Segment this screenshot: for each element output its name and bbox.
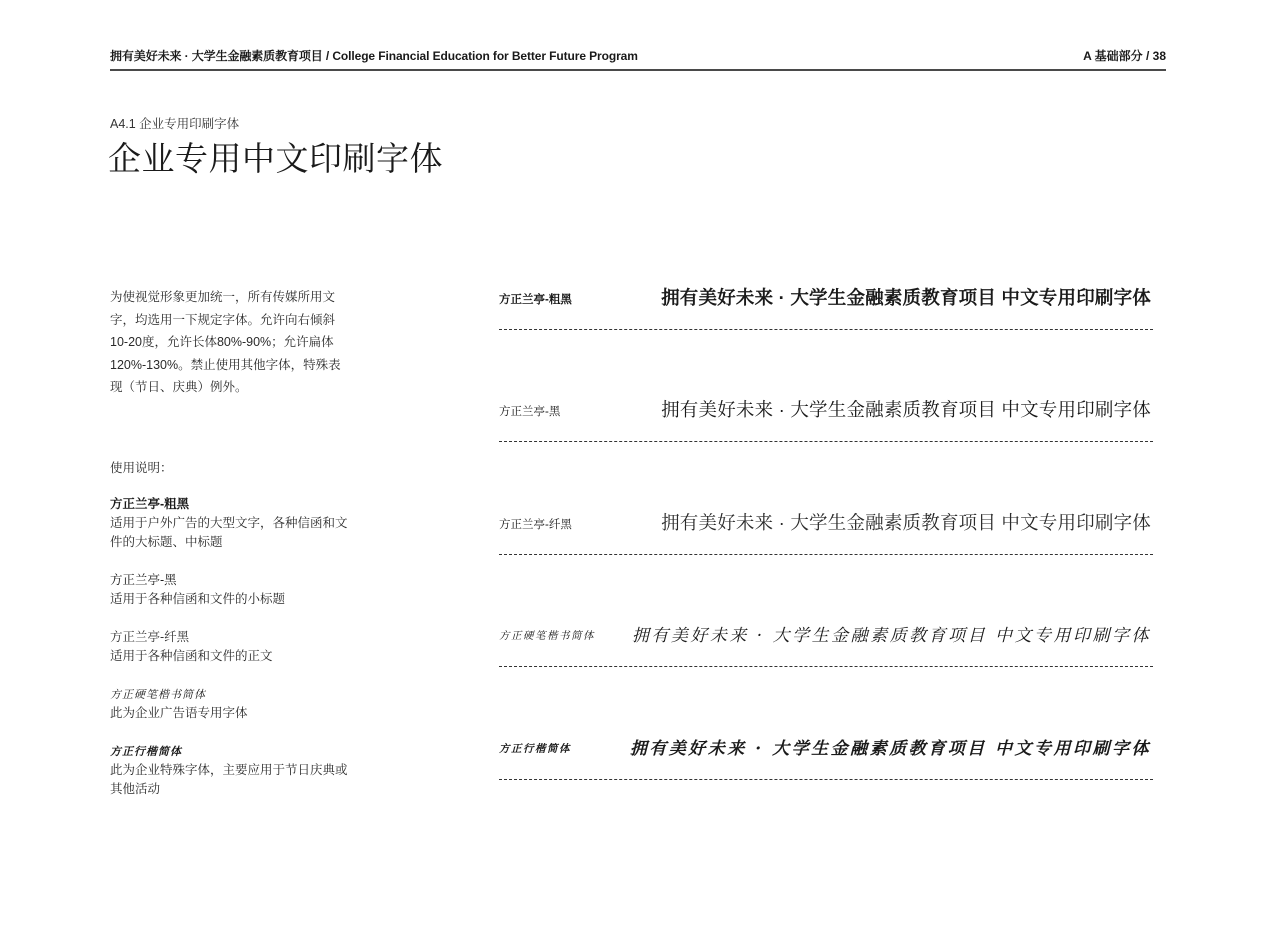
sample-font-label: 方正硬笔楷书简体 xyxy=(499,630,595,643)
usage-font-desc: 此为企业广告语专用字体 xyxy=(110,706,248,720)
sample-text: 拥有美好未来 · 大学生金融素质教育项目 中文专用印刷字体 xyxy=(661,511,1151,533)
sample-row-light xyxy=(499,442,1153,554)
sample-row-content xyxy=(499,723,1153,780)
usage-font-name: 方正兰亭-纤黑 xyxy=(110,630,190,644)
sample-font-label: 方正兰亭-纤黑 xyxy=(499,518,572,531)
sample-text: 拥有美好未来 · 大学生金融素质教育项目 中文专用印刷字体 xyxy=(661,399,1151,421)
intro-paragraph xyxy=(110,286,345,399)
sample-row-content xyxy=(499,273,1153,330)
sample-text: 拥有美好未来 · 大学生金融素质教育项目 中文专用印刷字体 xyxy=(631,626,1151,647)
usage-font-name: 方正行楷简体 xyxy=(110,745,182,758)
sample-row-content xyxy=(499,610,1153,667)
usage-font-name: 方正兰亭-黑 xyxy=(110,573,177,587)
usage-font-desc: 适用于各种信函和文件的小标题 xyxy=(110,592,286,606)
page-title: 企业专用中文印刷字体 xyxy=(108,140,443,177)
font-samples xyxy=(499,274,1153,780)
usage-item-regular xyxy=(110,571,350,609)
usage-font-desc: 适用于各种信函和文件的正文 xyxy=(110,649,273,663)
header-page-number: A 基础部分 / 38 xyxy=(1083,49,1166,63)
sample-text: 拥有美好未来 · 大学生金融素质教育项目 中文专用印刷字体 xyxy=(661,287,1151,308)
sample-font-label: 方正兰亭-黑 xyxy=(499,406,561,419)
usage-item-xingkai xyxy=(110,742,350,799)
sample-row-xingkai xyxy=(499,667,1153,779)
usage-item-light xyxy=(110,628,350,666)
sample-row-regular xyxy=(499,330,1153,442)
usage-font-name: 方正兰亭-粗黑 xyxy=(110,497,190,511)
page-header xyxy=(110,47,1166,71)
usage-heading: 使用说明： xyxy=(110,461,173,475)
sample-text: 拥有美好未来 · 大学生金融素质教育项目 中文专用印刷字体 xyxy=(629,738,1151,759)
sample-row-kaishu xyxy=(499,555,1153,667)
usage-font-desc: 此为企业特殊字体，主要应用于节日庆典或其他活动 xyxy=(110,763,348,796)
sample-row-content xyxy=(499,498,1153,555)
usage-list xyxy=(110,495,350,818)
usage-font-desc: 适用于户外广告的大型文字，各种信函和文件的大标题、中标题 xyxy=(110,516,348,549)
sample-row-content xyxy=(499,385,1153,442)
usage-font-name: 方正硬笔楷书简体 xyxy=(110,688,206,701)
section-code: A4.1 企业专用印刷字体 xyxy=(110,117,240,131)
usage-item-heavy xyxy=(110,495,350,552)
sample-font-label: 方正兰亭-粗黑 xyxy=(499,294,572,306)
intro-text: 为使视觉形象更加统一，所有传媒所用文字，均选用一下规定字体。允许向右倾斜10-20度，允许长体80%-90%；允许扁体120%-130%。禁止使用其他字体，特殊表现（节日、庆典）例外。 xyxy=(110,290,341,394)
header-project-title: 拥有美好未来 · 大学生金融素质教育项目 / College Financial Education for Better Future Program xyxy=(110,49,638,63)
sample-font-label: 方正行楷简体 xyxy=(499,742,571,755)
sample-row-heavy xyxy=(499,274,1153,330)
usage-item-kaishu xyxy=(110,685,350,723)
